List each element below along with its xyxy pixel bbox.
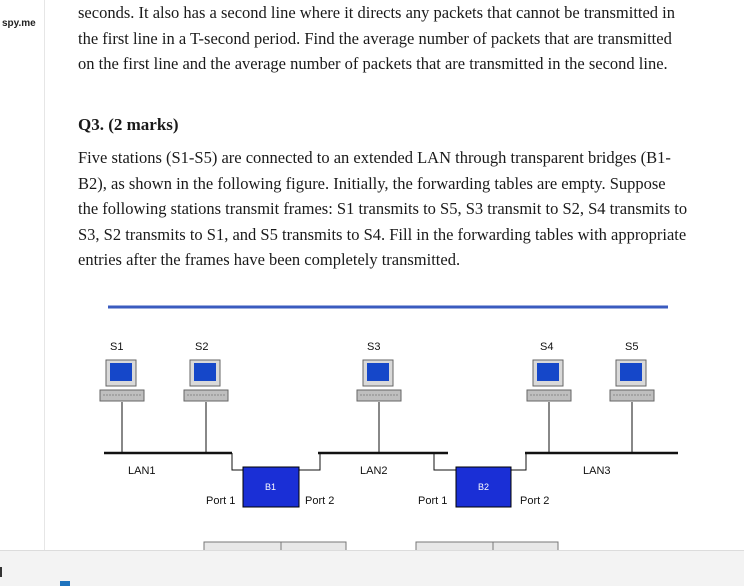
- site-logo: spy.me: [2, 18, 36, 29]
- station-label-s5: S5: [625, 341, 639, 353]
- station-label-s1: S1: [110, 341, 124, 353]
- station-label-s3: S3: [367, 341, 381, 353]
- bottom-toolbar: [0, 550, 744, 586]
- question-heading: Q3. (2 marks): [78, 115, 179, 134]
- question-text: Five stations (S1-S5) are connected to an extended LAN through transparent bridges (B1-B2), as shown in the following figure. Initially, the forwarding tables are empty. Suppose the following stations transmit frames: S1 transmits to S5, S3 transmit to S2, S4 transmits to S3, S2 transmits to S1, and S5 transmits to S4. Fill in the forwarding tables with appropriate entries after the frames have been completely transmitted.: [78, 148, 688, 269]
- computer-icon: [610, 360, 654, 401]
- port-label-b1-port1: Port 1: [206, 495, 236, 507]
- port-label-b1-port2: Port 2: [305, 495, 335, 507]
- bridge-label-b2: B2: [478, 482, 490, 492]
- network-figure: [0, 290, 744, 550]
- forwarding-table-b1: [204, 542, 346, 550]
- computer-icon: [184, 360, 228, 401]
- station-label-s2: S2: [195, 341, 209, 353]
- bridge-label-b1: B1: [265, 482, 277, 492]
- paragraph-continued: seconds. It also has a second line where it directs any packets that cannot be transmitted in the first line in a T-second period. Find the average number of packets that are transmitted on the first line and the average number of packets that are transmitted in the second line.: [78, 3, 676, 73]
- lan-label-3: LAN3: [583, 465, 611, 477]
- forwarding-table-b2: [416, 542, 558, 550]
- lan-label-1: LAN1: [128, 465, 156, 477]
- bottom-marker: [0, 567, 2, 577]
- computer-icon: [527, 360, 571, 401]
- station-label-s4: S4: [540, 341, 554, 353]
- computer-icon: [357, 360, 401, 401]
- port-label-b2-port2: Port 2: [520, 495, 550, 507]
- bottom-indicator-icon[interactable]: [60, 581, 70, 586]
- computer-icon: [100, 360, 144, 401]
- lan-label-2: LAN2: [360, 465, 388, 477]
- port-label-b2-port1: Port 1: [418, 495, 448, 507]
